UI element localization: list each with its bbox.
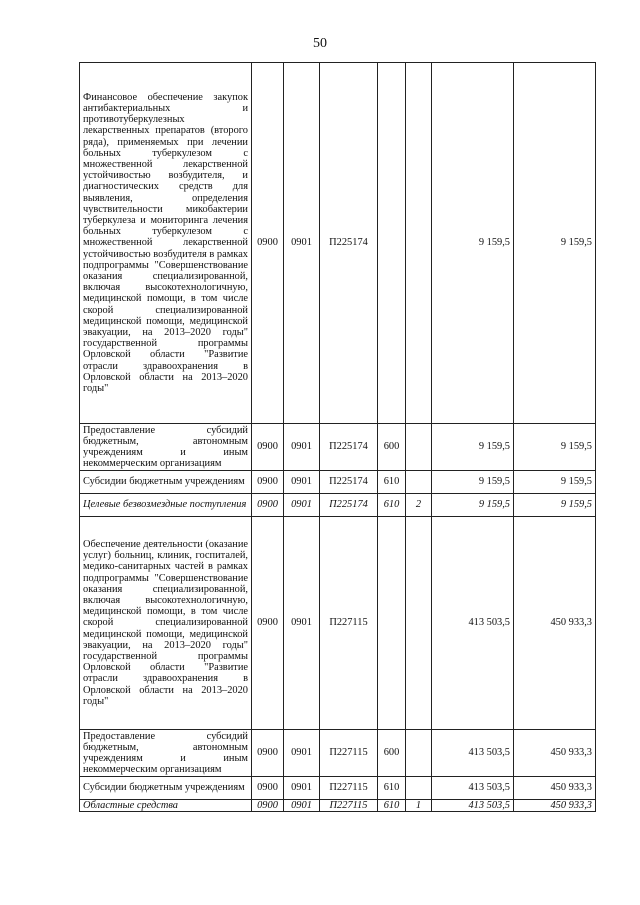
source-code (406, 63, 432, 424)
table-row (80, 730, 596, 777)
section-code: 0900 (252, 494, 284, 517)
target-code: П227115 (320, 730, 378, 777)
expense-type-code: 610 (378, 471, 406, 494)
section-code: 0900 (252, 471, 284, 494)
target-code: П225174 (320, 63, 378, 424)
subsection-code: 0901 (284, 730, 320, 777)
section-code: 0900 (252, 730, 284, 777)
source-code (406, 517, 432, 730)
table-row (80, 63, 596, 424)
sum-2019: 413 503,5 (432, 730, 514, 777)
target-code: П225174 (320, 424, 378, 471)
subsection-code: 0901 (284, 800, 320, 812)
expense-type-code: 600 (378, 730, 406, 777)
source-code (406, 777, 432, 800)
sum-2019: 9 159,5 (432, 63, 514, 424)
target-code: П227115 (320, 777, 378, 800)
budget-table (79, 62, 596, 812)
sum-2020: 9 159,5 (514, 494, 596, 517)
table-row (80, 494, 596, 517)
table-row (80, 800, 596, 812)
page-number: 50 (313, 36, 327, 51)
section-code: 0900 (252, 800, 284, 812)
sum-2020: 9 159,5 (514, 63, 596, 424)
table-row (80, 424, 596, 471)
expense-type-code (378, 63, 406, 424)
section-code: 0900 (252, 517, 284, 730)
expense-type-code (378, 517, 406, 730)
table-row (80, 777, 596, 800)
expense-type-code: 610 (378, 777, 406, 800)
row-name: Предоставление субсидий бюджетным, автономным учреждениям и иным некоммерческим организациям (80, 730, 252, 777)
sum-2019: 9 159,5 (432, 494, 514, 517)
subsection-code: 0901 (284, 471, 320, 494)
source-code: 2 (406, 494, 432, 517)
subsection-code: 0901 (284, 494, 320, 517)
subsection-code: 0901 (284, 424, 320, 471)
source-code (406, 471, 432, 494)
source-code: 1 (406, 800, 432, 812)
row-name: Финансовое обеспечение закупок антибактериальных и противотуберкулезных лекарственных препаратов (второго ряда), применяемых при лечении больных туберкулезом с множественной лекарственной устойчивостью возбудителя, и диагностических средств для выявления, определения чувствительности микобактерии туберкулеза и мониторинга лечения больных туберкулезом с множественной лекарственной устойчивостью возбудителя в рамках подпрограммы "Совершенствование оказания специализированной, включая высокотехнологичную, медицинской помощи, в том числе скорой специализированной медицинской помощи, медицинской эвакуации, на 2013–2020 годы" государственной программы Орловской области "Развитие отрасли здравоохранения в Орловской области на 2013–2020 годы" (80, 63, 252, 424)
expense-type-code: 600 (378, 424, 406, 471)
target-code: П225174 (320, 494, 378, 517)
sum-2020: 450 933,3 (514, 800, 596, 812)
expense-type-code: 610 (378, 494, 406, 517)
sum-2019: 413 503,5 (432, 517, 514, 730)
target-code: П225174 (320, 471, 378, 494)
row-name: Областные средства (80, 800, 252, 812)
row-name: Предоставление субсидий бюджетным, автономным учреждениям и иным некоммерческим организациям (80, 424, 252, 471)
source-code (406, 424, 432, 471)
sum-2019: 413 503,5 (432, 777, 514, 800)
target-code: П227115 (320, 800, 378, 812)
sum-2020: 450 933,3 (514, 730, 596, 777)
table-row (80, 517, 596, 730)
sum-2019: 413 503,5 (432, 800, 514, 812)
sum-2020: 9 159,5 (514, 424, 596, 471)
row-name: Субсидии бюджетным учреждениям (80, 471, 252, 494)
sum-2020: 450 933,3 (514, 517, 596, 730)
sum-2020: 450 933,3 (514, 777, 596, 800)
expense-type-code: 610 (378, 800, 406, 812)
row-name: Субсидии бюджетным учреждениям (80, 777, 252, 800)
subsection-code: 0901 (284, 63, 320, 424)
subsection-code: 0901 (284, 517, 320, 730)
sum-2019: 9 159,5 (432, 424, 514, 471)
sum-2020: 9 159,5 (514, 471, 596, 494)
source-code (406, 730, 432, 777)
sum-2019: 9 159,5 (432, 471, 514, 494)
section-code: 0900 (252, 63, 284, 424)
table-row (80, 471, 596, 494)
section-code: 0900 (252, 424, 284, 471)
section-code: 0900 (252, 777, 284, 800)
subsection-code: 0901 (284, 777, 320, 800)
target-code: П227115 (320, 517, 378, 730)
row-name: Целевые безвозмездные поступления (80, 494, 252, 517)
row-name: Обеспечение деятельности (оказание услуг) больниц, клиник, госпиталей, медико-санитарных частей в рамках подпрограммы "Совершенствование оказания специализированной, включая высокотехнологичную, медицинской помощи, в том числе скорой специализированной медицинской помощи, медицинской эвакуации, на 2013–2020 годы" государственной программы Орловской области "Развитие отрасли здравоохранения в Орловской области на 2013–2020 годы" (80, 517, 252, 730)
